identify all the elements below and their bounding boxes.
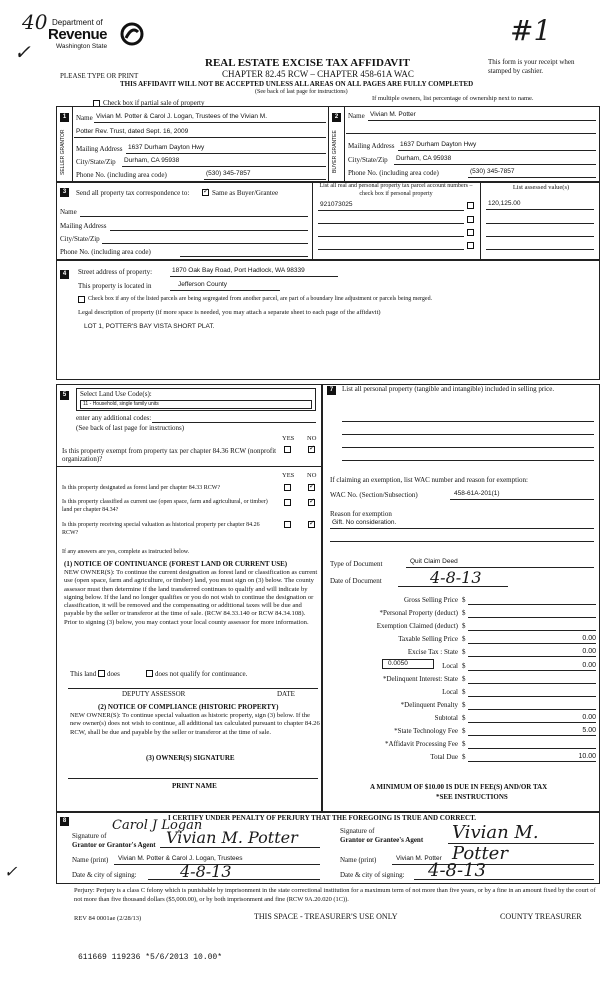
grantor-extra-signature: Carol J Logan — [112, 818, 203, 833]
handwritten-check-mark: ✓ — [14, 40, 31, 64]
see-instructions: *SEE INSTRUCTIONS — [436, 793, 508, 801]
calc-dollar-sign: $ — [462, 714, 466, 722]
compliance-text: NEW OWNER(S): To continue special valuation as historic property, sign (3) below. If the new owner(s) does not wish to continue, all additional tax calculated pursuant to chapter 84.26 RCW, shall be due and payable by the seller or transferor at the time of sale. — [70, 712, 320, 736]
no-header-2: NO — [307, 472, 317, 479]
land-does-checkbox[interactable] — [98, 670, 105, 677]
land-use-see-back: (See back of last page for instructions) — [76, 424, 185, 432]
calc-label: Local — [442, 662, 458, 670]
deputy-assessor-label: DEPUTY ASSESSOR — [122, 690, 186, 698]
same-as-buyer-label: Same as Buyer/Grantee — [212, 189, 279, 197]
q-current-use-label: Is this property classified as current use (open space, farm and agricultural, or timber) land per chapter 84.34? — [62, 499, 268, 513]
assessed-header: List assessed value(s) — [512, 184, 570, 191]
calc-dollar-sign: $ — [462, 596, 466, 604]
calc-value[interactable]: 5.00 — [582, 727, 596, 734]
land-does-not-checkbox[interactable] — [146, 670, 153, 677]
street-address-label: Street address of property: — [78, 268, 153, 276]
parcel-header: List all real and personal property tax parcel account numbers – check box if personal property — [319, 183, 473, 197]
segregated-label: Check box if any of the listed parcels are being segregated from another parcel, are part of a boundary line adjustment or parcels being merged. — [88, 296, 433, 302]
minimum-note: A MINIMUM OF $10.00 IS DUE IN FEE(S) AND/OR TAX — [370, 783, 548, 791]
calc-label: Local — [442, 688, 458, 696]
calc-label: Total Due — [430, 753, 458, 761]
certify-statement: I CERTIFY UNDER PENALTY OF PERJURY THAT THE FOREGOING IS TRUE AND CORRECT. — [168, 814, 477, 822]
buyer-grantee-label: BUYER GRANTEE — [332, 130, 338, 174]
calc-dollar-sign: $ — [462, 675, 466, 683]
calc-label: Gross Selling Price — [403, 596, 458, 604]
wac-label: WAC No. (Section/Subsection) — [330, 491, 418, 499]
calc-value[interactable]: 0.00 — [582, 662, 596, 669]
calc-value[interactable]: 10.00 — [578, 753, 596, 760]
dor-logo — [48, 18, 158, 54]
buyer-name-label: Name — [348, 112, 365, 120]
reason-value[interactable]: Gift. No consideration. — [332, 519, 397, 526]
buyer-name-value[interactable]: Vivian M. Potter — [370, 111, 416, 118]
handwritten-page-number: #1 — [510, 14, 552, 47]
if-yes-note: If any answers are yes, complete as instructed below. — [62, 549, 190, 555]
q-historical-label: Is this property receiving special valuation as historical property per chapter 84.26 RCW? — [62, 522, 260, 536]
segregated-checkbox[interactable] — [78, 296, 85, 303]
grantor-signature[interactable]: Vivian M. Potter — [166, 828, 298, 847]
calc-dollar-sign: $ — [462, 609, 466, 617]
land-does-label: does — [107, 670, 120, 678]
seller-name-label: Name — [76, 114, 93, 122]
land-use-value: 11 - Household, single family units — [83, 401, 159, 407]
continuance-text: NEW OWNER(S): To continue the current designation as forest land or classification as current use (open space, farm and agriculture, or timber) land, you must sign on (3) below. The county assessor must then determine if the land transferred continues to qualify and will indicate by signing below. If the land no longer qualifies or you do not wish to continue the designation or classification, it will be removed and the compensating or additional taxes will be due and payable by the seller or transferor at the time of sale. (RCW 84.33.140 or RCW 84.34.108). Prior to signing (3) below, you may contact your local county assessor for more information. — [64, 569, 318, 626]
owner-signature-label: (3) OWNER(S) SIGNATURE — [146, 754, 235, 762]
form-title: REAL ESTATE EXCISE TAX AFFIDAVIT — [205, 57, 410, 69]
reason-label: Reason for exemption — [330, 510, 392, 518]
calc-value[interactable]: 0.00 — [582, 635, 596, 642]
additional-codes-label: enter any additional codes: — [76, 414, 152, 422]
doc-date-label: Date of Document — [330, 577, 382, 585]
seller-city-label: City/State/Zip — [76, 158, 116, 166]
corr-mailing-label: Mailing Address — [60, 222, 107, 230]
grantor-sig-label-2: Grantor or Grantor's Agent — [72, 841, 156, 849]
personal-property-checkbox-2[interactable] — [467, 216, 474, 223]
yes-header-2: YES — [282, 472, 295, 479]
calc-dollar-sign: $ — [462, 688, 466, 696]
please-type: PLEASE TYPE OR PRINT — [60, 72, 139, 80]
treasurer-stamp: 611669 119236 *5/6/2013 10.00* — [78, 953, 223, 962]
corr-phone-label: Phone No. (including area code) — [60, 248, 151, 256]
street-address-value[interactable]: 1870 Oak Bay Road, Port Hadlock, WA 98339 — [172, 267, 305, 274]
q-exempt-no[interactable] — [308, 446, 315, 453]
section-1-number: 1 — [60, 113, 69, 122]
county-value[interactable]: Jefferson County — [178, 281, 228, 288]
county-treasurer: COUNTY TREASURER — [500, 912, 582, 921]
dor-logo-dept: Department of — [52, 18, 103, 27]
corr-city-label: City/State/Zip — [60, 235, 100, 243]
see-back-instructions: (See back of last page for instructions) — [255, 89, 348, 95]
calc-label: *State Technology Fee — [394, 727, 458, 735]
dor-logo-icon — [120, 22, 144, 46]
no-header-1: NO — [307, 435, 317, 442]
calc-dollar-sign: $ — [462, 622, 466, 630]
form-chapter: CHAPTER 82.45 RCW – CHAPTER 458-61A WAC — [222, 69, 414, 79]
form-warning: THIS AFFIDAVIT WILL NOT BE ACCEPTED UNLESS ALL AREAS ON ALL PAGES ARE FULLY COMPLETED — [120, 80, 474, 88]
this-land-label: This land — [70, 670, 97, 678]
q-exempt-label: Is this property exempt from property tax per chapter 84.36 RCW (nonprofit organization)? — [62, 447, 277, 463]
compliance-title: (2) NOTICE OF COMPLIANCE (HISTORIC PROPERTY) — [98, 703, 279, 711]
grantee-date-label: Date & city of signing: — [340, 871, 405, 879]
wac-value[interactable]: 458-61A-201(1) — [454, 490, 500, 497]
calc-label: *Affidavit Processing Fee — [385, 740, 458, 748]
q-forest-yes[interactable] — [284, 484, 291, 491]
calc-label: *Personal Property (deduct) — [379, 609, 458, 617]
buyer-city-label: City/State/Zip — [348, 156, 388, 164]
handwritten-corner-mark: 40 — [22, 10, 48, 34]
personal-property-checkbox-4[interactable] — [467, 242, 474, 249]
legal-description-value[interactable]: LOT 1, POTTER'S BAY VISTA SHORT PLAT. — [84, 323, 215, 330]
yes-header-1: YES — [282, 435, 295, 442]
calc-label: Subtotal — [434, 714, 458, 722]
seller-mailing-label: Mailing Address — [76, 145, 123, 153]
seller-name-line-1[interactable]: Vivian M. Potter & Carol J. Logan, Trustees of the Vivian M. — [96, 113, 268, 120]
q-exempt-yes[interactable] — [284, 446, 291, 453]
exemption-label: If claiming an exemption, list WAC number and reason for exemption: — [330, 476, 528, 484]
seller-phone-label: Phone No. (including area code) — [76, 171, 167, 179]
seller-city-value[interactable]: Durham, CA 95938 — [124, 157, 180, 164]
q-historical-no[interactable] — [308, 521, 315, 528]
grantor-sig-label-1: Signature of — [72, 832, 107, 840]
grantor-print-label: Name (print) — [72, 856, 109, 864]
continuance-title: (1) NOTICE OF CONTINUANCE (FOREST LAND OR CURRENT USE) — [64, 560, 288, 568]
grantee-print-value[interactable]: Vivian M. Potter — [396, 855, 442, 862]
multiple-owners-note: If multiple owners, list percentage of ownership next to name. — [372, 95, 534, 102]
calc-dollar-sign: $ — [462, 648, 466, 656]
calc-value[interactable]: 0.00 — [582, 648, 596, 655]
send-correspondence-label: Send all property tax correspondence to: — [76, 189, 190, 197]
grantor-print-value[interactable]: Vivian M. Potter & Carol J. Logan, Trustees — [118, 855, 243, 862]
section-7-number: 7 — [327, 386, 336, 395]
buyer-phone-label: Phone No. (including area code) — [348, 169, 439, 177]
calc-dollar-sign: $ — [462, 635, 466, 643]
calc-dollar-sign: $ — [462, 753, 466, 761]
local-rate-value[interactable]: 0.0050 — [388, 660, 408, 667]
grantee-date-value[interactable]: 4-8-13 — [428, 860, 486, 881]
buyer-phone-value[interactable]: (530) 345-7857 — [470, 168, 515, 175]
calc-value[interactable]: 0.00 — [582, 714, 596, 721]
seller-grantor-label: SELLER GRANTOR — [60, 129, 66, 175]
dor-logo-revenue: Revenue — [48, 26, 108, 43]
section-2-number: 2 — [332, 113, 341, 122]
section-5-number: 5 — [60, 391, 69, 400]
personal-property-checkbox-3[interactable] — [467, 229, 474, 236]
grantor-date-label: Date & city of signing: — [72, 871, 137, 879]
calc-label: *Delinquent Penalty — [400, 701, 458, 709]
land-use-label: Select Land Use Code(s): — [80, 390, 152, 398]
q-current-use-no[interactable] — [308, 499, 315, 506]
personal-property-checkbox-1[interactable] — [467, 202, 474, 209]
calc-dollar-sign: $ — [462, 727, 466, 735]
treasurer-use-only: THIS SPACE - TREASURER'S USE ONLY — [254, 912, 398, 921]
calc-dollar-sign: $ — [462, 662, 466, 670]
assessor-date-label: DATE — [277, 690, 295, 698]
grantor-date-value[interactable]: 4-8-13 — [180, 862, 232, 881]
section-8-number: 8 — [60, 817, 69, 826]
seller-mailing-value[interactable]: 1637 Durham Dayton Hwy — [128, 144, 205, 151]
located-label: This property is located in — [78, 282, 152, 290]
parcel-number-1[interactable]: 921073025 — [320, 201, 353, 208]
doc-date-value[interactable]: 4-8-13 — [430, 568, 482, 587]
q-forest-no[interactable] — [308, 484, 315, 491]
form-revision: REV 84 0001ae (2/28/13) — [74, 915, 142, 922]
receipt-note: This form is your receipt when stamped by cashier. — [488, 58, 575, 75]
section-4-number: 4 — [60, 270, 69, 279]
land-does-not-label: does not qualify for continuance. — [155, 670, 248, 678]
perjury-notice: Perjury: Perjury is a class C felony which is punishable by imprisonment in the state correctional institution for a maximum term of not more than five years, or by a fine in an amount fixed by the court of not more than five thousand dollars ($5,000.00), or by both imprisonment and fine (RCW 9A.20.020 (1C)). — [74, 887, 596, 903]
calc-dollar-sign: $ — [462, 701, 466, 709]
calc-label: Excise Tax : State — [407, 648, 458, 656]
partial-sale-label: Check box if partial sale of property — [103, 99, 205, 107]
grantee-sig-label-2: Grantor or Grantee's Agent — [340, 836, 424, 844]
calc-label: *Delinquent Interest: State — [382, 675, 458, 683]
buyer-mailing-value[interactable]: 1637 Durham Dayton Hwy — [400, 141, 477, 148]
q-forest-label: Is this property designated as forest land per chapter 84.33 RCW? — [62, 485, 221, 491]
doc-type-label: Type of Document — [330, 560, 383, 568]
dor-logo-state: Washington State — [56, 43, 108, 50]
legal-description-label: Legal description of property (if more space is needed, you may attach a separate sheet to each page of the affidavit) — [78, 309, 381, 316]
q-current-use-yes[interactable] — [284, 499, 291, 506]
section-4-box — [56, 260, 600, 380]
margin-check-mark: ✓ — [4, 862, 18, 881]
buyer-mailing-label: Mailing Address — [348, 142, 395, 150]
grantee-sig-label-1: Signature of — [340, 827, 375, 835]
grantee-print-label: Name (print) — [340, 856, 377, 864]
personal-property-label: List all personal property (tangible and intangible) included in selling price. — [342, 385, 555, 393]
q-historical-yes[interactable] — [284, 521, 291, 528]
calc-dollar-sign: $ — [462, 740, 466, 748]
seller-name-line-2[interactable]: Potter Rev. Trust, dated Sept. 16, 2009 — [76, 128, 189, 135]
calc-label: Exemption Claimed (deduct) — [376, 622, 458, 630]
calc-label: Taxable Selling Price — [398, 635, 458, 643]
seller-phone-value[interactable]: (530) 345-7857 — [206, 170, 251, 177]
print-name-label: PRINT NAME — [172, 782, 217, 790]
doc-type-value[interactable]: Quit Claim Deed — [410, 558, 458, 565]
corr-name-label: Name — [60, 208, 77, 216]
same-as-buyer-checkbox[interactable] — [202, 189, 209, 196]
assessed-value-1[interactable]: 120,125.00 — [488, 200, 521, 207]
buyer-city-value[interactable]: Durham, CA 95938 — [396, 155, 452, 162]
grantee-signature[interactable]: Vivian M. Potter — [452, 822, 539, 864]
section-3-number: 3 — [60, 188, 69, 197]
